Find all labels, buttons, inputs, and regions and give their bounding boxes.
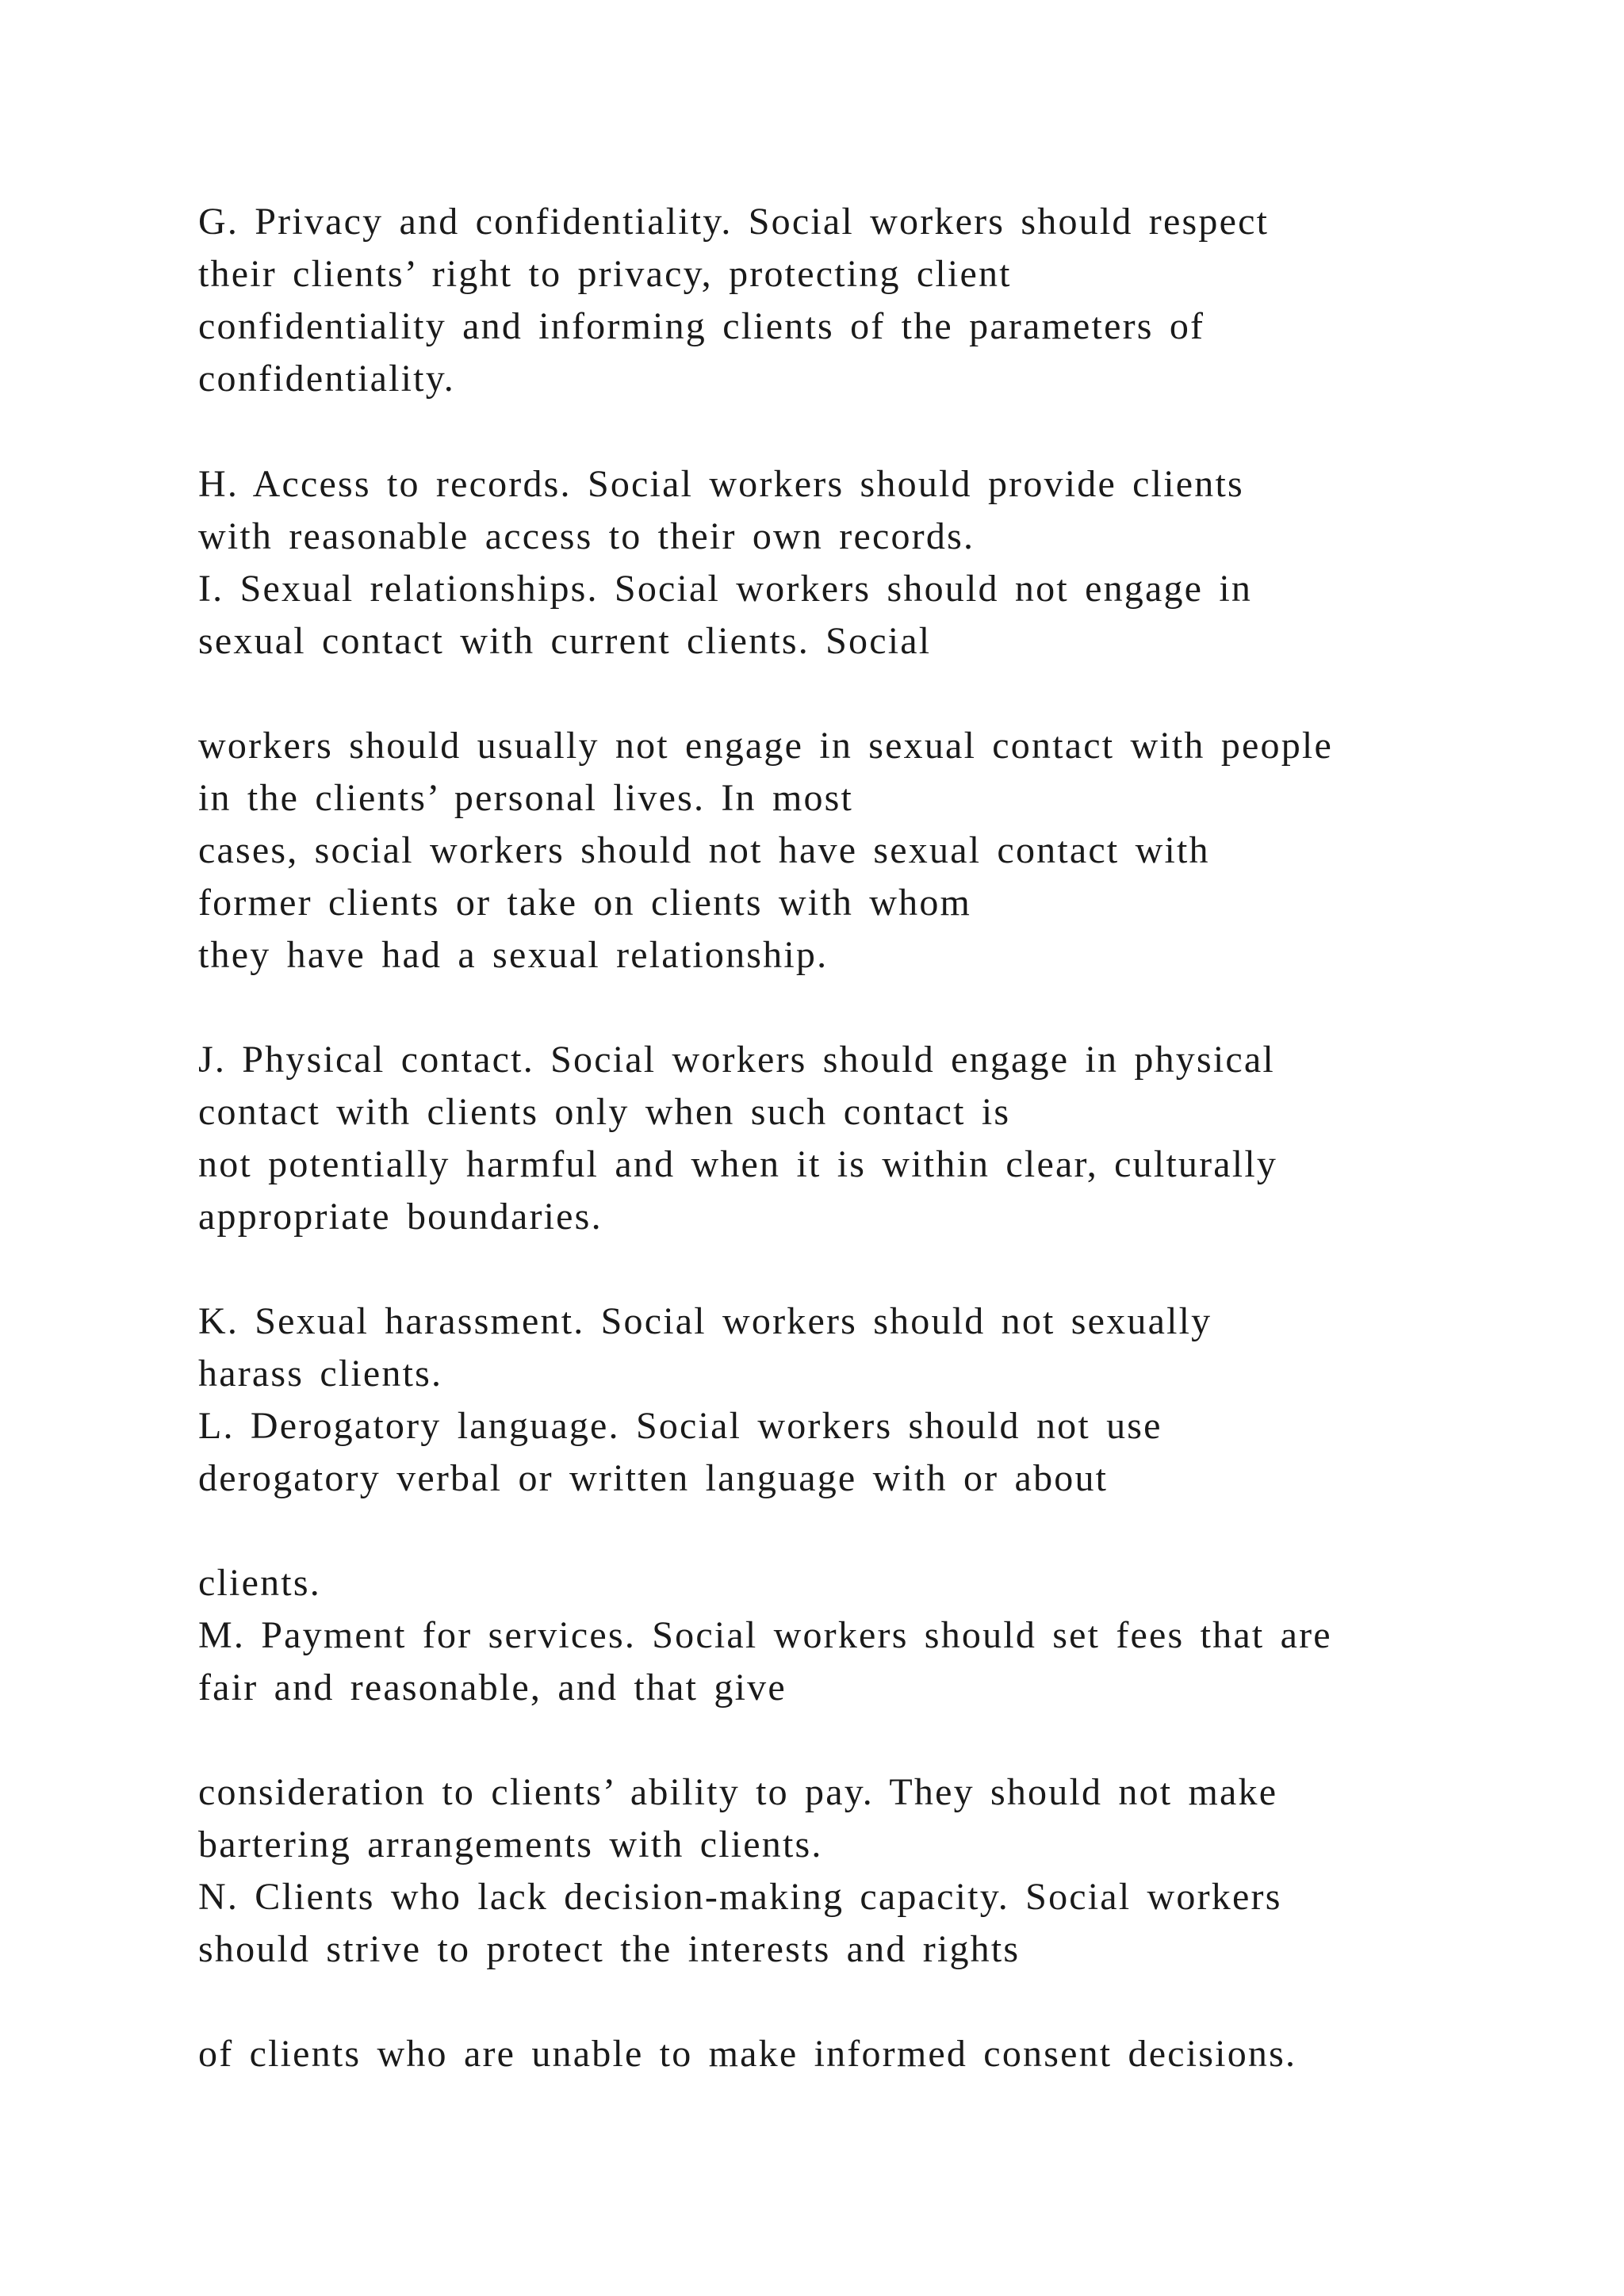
text-line: of clients who are unable to make informed consent decisions. — [198, 2033, 1297, 2075]
text-line: sexual contact with current clients. Social — [198, 620, 932, 662]
text-line: confidentiality and informing clients of the parameters of — [198, 305, 1205, 347]
text-line: they have had a sexual relationship. — [198, 934, 829, 976]
text-line: N. Clients who lack decision-making capacity. Social workers — [198, 1876, 1282, 1918]
text-line: M. Payment for services. Social workers should set fees that are — [198, 1614, 1332, 1656]
text-line: bartering arrangements with clients. — [198, 1823, 823, 1866]
text-line: L. Derogatory language. Social workers should not use — [198, 1405, 1162, 1447]
text-line: appropriate boundaries. — [198, 1196, 603, 1238]
text-line: should strive to protect the interests and rights — [198, 1928, 1021, 1970]
text-line: fair and reasonable, and that give — [198, 1667, 787, 1709]
text-line: I. Sexual relationships. Social workers should not engage in — [198, 568, 1253, 610]
text-line: with reasonable access to their own records. — [198, 515, 975, 557]
text-line: not potentially harmful and when it is within clear, culturally — [198, 1143, 1278, 1185]
text-line: clients. — [198, 1562, 321, 1604]
text-line: cases, social workers should not have sexual contact with — [198, 829, 1210, 871]
text-line: H. Access to records. Social workers should provide clients — [198, 463, 1244, 505]
text-line: former clients or take on clients with whom — [198, 882, 972, 924]
text-line: in the clients’ personal lives. In most — [198, 777, 854, 819]
text-line: workers should usually not engage in sexual contact with people — [198, 725, 1333, 767]
text-line: harass clients. — [198, 1353, 443, 1395]
text-line: derogatory verbal or written language with or about — [198, 1457, 1109, 1499]
text-line: K. Sexual harassment. Social workers should not sexually — [198, 1300, 1212, 1342]
text-line: contact with clients only when such contact is — [198, 1091, 1011, 1133]
text-line: confidentiality. — [198, 358, 455, 400]
text-line: G. Privacy and confidentiality. Social workers should respect — [198, 201, 1270, 243]
text-line: their clients’ right to privacy, protecting client — [198, 253, 1012, 295]
text-line: J. Physical contact. Social workers should engage in physical — [198, 1039, 1275, 1081]
text-line: consideration to clients’ ability to pay. They should not make — [198, 1771, 1278, 1813]
